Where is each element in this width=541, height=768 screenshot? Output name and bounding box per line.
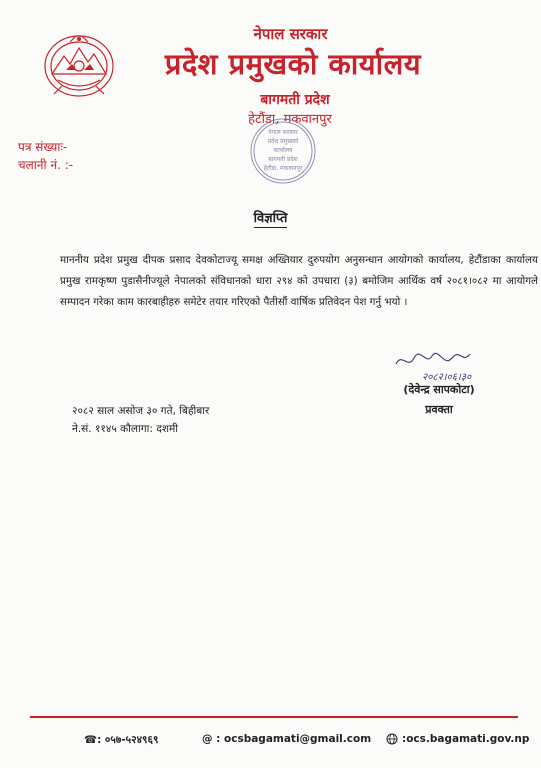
footer-email[interactable] (202, 733, 371, 745)
notice-title (0, 208, 541, 226)
bs-date: २०८२ साल असोज ३० गते, बिहीबार (72, 405, 210, 417)
office-address: हेटौंडा, मकवानपुर (248, 112, 332, 127)
footer-phone (84, 733, 158, 747)
notice-body: माननीय प्रदेश प्रमुख दीपक प्रसाद देवकोटाज्यू समक्ष अख्तियार दुरुपयोग अनुसन्धान आयोगको कार्यालय, हेटौंडाका कार्यालय प्रमुख रामकृष्ण पुडासैनीज्यूले नेपालको संविधानको धारा २९४ को उपधारा (३) बमोजिम आर्थिक वर्ष २०८१।०८२ मा आयोगले सम्पादन गरेका काम कारबाहीहरु समेटेर तयार गरिएको पैतीसौं वार्षिक प्रतिवेदन पेश गर्नु भयो । (60, 254, 538, 308)
government-heading: नेपाल सरकार (253, 25, 328, 43)
stamp-line-5: हेटौंडा, मकवानपुर (263, 165, 303, 172)
stamp-line-3: कार्यालय (273, 147, 293, 154)
globe-icon (386, 733, 398, 745)
signature-date: २०८२।०६।३० (422, 372, 472, 383)
signer-role: प्रवक्ता (425, 403, 453, 416)
handwritten-signature (392, 348, 522, 384)
dispatch-number-label: चलानी नं. :- (18, 158, 74, 172)
stamp-line-1: नेपाल सरकार (268, 129, 298, 136)
footer-website-text[interactable]: :ocs.bagamati.gov.np (402, 733, 530, 745)
footer-phone-text: ☎: ०५७-५२४९६९ (84, 734, 159, 746)
footer-website[interactable] (386, 733, 529, 745)
nepal-sambat-date: ने.सं. ११४५ कौलागा: दशमी (72, 423, 178, 435)
office-heading: प्रदेश प्रमुखको कार्यालय (164, 47, 422, 81)
notice-title-text: विज्ञप्ति (253, 211, 288, 226)
province-heading: बागमती प्रदेश (260, 92, 330, 108)
stamp-line-4: बागमती प्रदेश (268, 156, 298, 163)
letter-number-label: पत्र संख्याः- (18, 140, 68, 154)
footer-divider (30, 716, 518, 718)
stamp-line-2: प्रदेश प्रमुखको (267, 138, 299, 145)
footer-email-text[interactable]: @ : ocsbagamati@gmail.com (202, 733, 372, 745)
office-stamp (248, 116, 318, 186)
signer-name: (देवेन्द्र सापकोटा) (403, 383, 475, 396)
